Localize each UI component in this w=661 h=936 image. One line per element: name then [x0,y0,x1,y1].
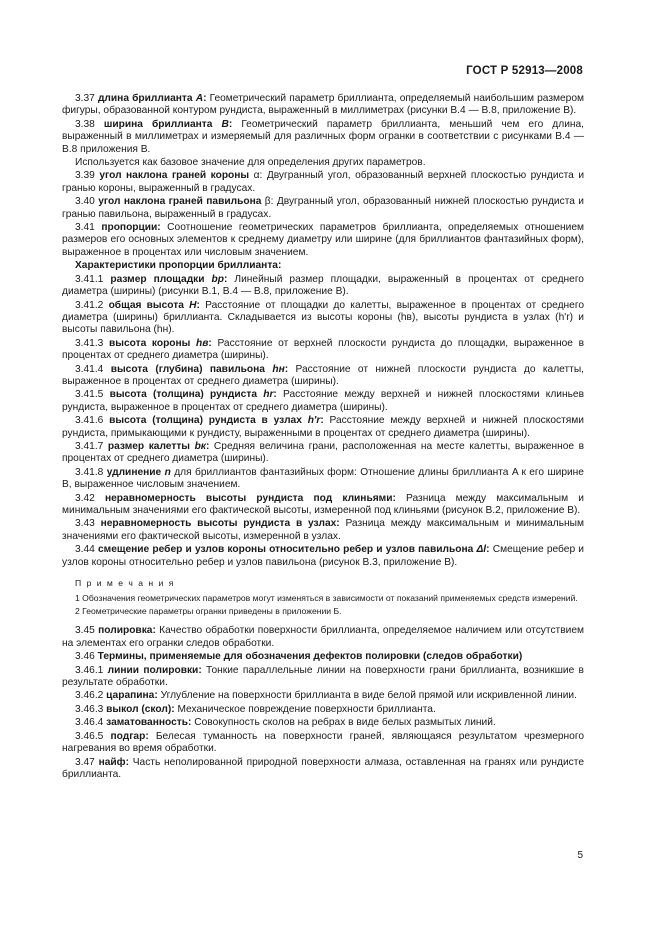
definition-text: Разница между максимальным и минимальным значениями его фактической высоты, измеренной в узлах. [62,518,584,542]
definition-paragraph [62,415,584,440]
definition-paragraph [62,389,584,414]
term-symbol: bк [194,440,206,452]
definition-text: Геометрический параметр бриллианта, меньший чем его длина, выраженный в миллиметрах и измеряемый для различных форм огранки в соответствии с рисунками В.4 — В.8 приложения В. [62,118,585,155]
clause-number: 3.41 [75,222,95,234]
definition-paragraph [62,704,584,716]
polishing-section [62,625,584,781]
clause-number: 3.40 [75,196,95,208]
term: ширина бриллианта [103,118,213,130]
term-symbol: hн [272,363,285,375]
term-symbol: Δl [476,544,487,556]
term: найф: [98,756,129,768]
clause-number: 3.45 [75,625,95,637]
document-header: ГОСТ Р 52913—2008 [466,65,583,77]
definition-text: Расстояние между верхней и нижней плоскостями рундиста, примыкающими к рундисту, выраженными в процентах от среднего диаметра (ширины). [62,415,584,439]
definition-paragraph [62,757,584,782]
definition-paragraph [62,157,584,169]
definition-text: Смещение ребер и узлов короны относительно ребер и узлов павильона (рисунок В.3, приложение В). [62,544,584,568]
term: размер калетты [107,440,191,452]
definition-text: Используется как базовое значение для определения других параметров. [75,157,426,169]
term: смещение ребер и узлов короны относительно ребер и узлов павильона [98,544,474,556]
term: угол наклона граней павильона [98,196,262,208]
page-number: 5 [577,850,583,861]
definition-paragraph [62,518,584,543]
definition-text: α: Двугранный угол, образованный верхней плоскостью рундиста и гранью короны, выраженный в градусах. [62,170,585,194]
clause-number: 3.42 [75,492,95,504]
definition-paragraph [62,93,584,118]
clause-number: 3.41.2 [75,299,104,311]
definition-paragraph [62,260,584,272]
definition-paragraph [62,544,584,569]
clause-number: 3.39 [75,170,95,182]
definition-paragraph [62,717,584,729]
definition-paragraph [62,651,584,663]
clause-number: 3.41.6 [75,415,104,427]
clause-number: 3.41.5 [75,389,104,401]
term: подгар: [110,730,149,742]
term: длина бриллианта [97,93,193,104]
term-symbol: H [189,299,197,311]
definition-text: Белесая туманность на поверхности граней, являющаяся результатом чрезмерного нагревания во время обработки. [62,730,584,755]
term-colon: : [208,337,212,349]
definition-paragraph [62,731,584,756]
term: царапина: [106,690,158,702]
definition-paragraph [62,170,584,195]
term: неравномерность высоты рундиста в узлах: [100,518,340,530]
definition-paragraph [62,196,584,221]
clause-number: 3.41.4 [75,363,104,375]
definition-text: Разница между максимальным и минимальным значениями его фактической высоты, измеренной под клиньями (рисунок В.2, приложение В). [62,492,584,516]
definition-text: Геометрический параметр бриллианта, определяемый наибольшим размером фигуры, образованной контуром рундиста, выраженный в миллиметрах (рисунки В.4 — В.8, приложение В). [62,93,584,117]
definition-paragraph [62,274,584,299]
term: Характеристики пропорции бриллианта: [75,260,282,272]
term: заматованность: [106,717,192,729]
document-body [62,92,584,781]
clause-number: 3.46.1 [75,664,104,676]
term: высота (толщина) рундиста в узлах [109,415,302,427]
term-colon: : [284,363,289,375]
term-colon: : [486,544,490,556]
definition-text: Средняя величина грани, расположенная на месте калетты, выраженное в процентах от среднего диаметра (ширины). [62,440,584,465]
term-symbol: A [195,93,204,104]
term: выкол (скол): [106,703,175,715]
definition-text: Качество обработки поверхности бриллианта, определяемое наличием или отсутствием на элементах его огранки следов обработки. [62,625,584,649]
definition-text: β: Двугранный угол, образованный нижней плоскостью рундиста и гранью павильона, выраженный в градусах. [62,196,584,220]
definition-text: Механическое повреждение поверхности бриллианта. [174,703,436,715]
note-item: 1 Обозначения геометрических параметров могут изменяться в зависимости от показаний применяемых средств измерений. [75,593,578,604]
clause-number: 3.41.8 [75,466,104,478]
term: общая высота [108,299,184,311]
clause-number: 3.46 [75,651,95,663]
term: линии полировки: [107,664,202,676]
term-symbol: bp [211,273,224,285]
clause-number: 3.41.3 [75,337,104,349]
term: удлинение [106,466,162,478]
definition-paragraph [62,300,584,337]
term-colon: : [273,389,277,401]
term: высота короны [108,337,191,349]
clause-number: 3.46.5 [75,730,104,742]
notes-block [62,577,584,617]
notes-title: П р и м е ч а н и я [75,578,175,589]
term-symbol: B [221,118,229,130]
definition-text: Расстояние между верхней и нижней плоскостями клиньев рундиста, выраженное в процентах от среднего диаметра (ширины). [62,389,584,413]
definition-paragraph [62,222,584,259]
definition-paragraph [62,441,584,466]
term-symbol: n [164,466,171,478]
definition-text: Соотношение геометрических параметров бриллианта, определяемых отношением размеров его основных элементов к среднему диаметру или ширине (для бриллиантов фантазийных форм), выраженное в процентах или числовым значением. [62,222,584,258]
clause-number: 3.37 [75,93,95,104]
clause-number: 3.41.7 [75,440,104,452]
definition-paragraph [62,467,584,492]
clause-number: 3.43 [75,518,95,530]
definition-text: Совокупность сколов на ребрах в виде белых размытых линий. [191,717,496,729]
term: размер площадки [110,273,205,285]
clause-number: 3.46.2 [75,690,104,702]
term: полировка: [98,625,156,637]
clause-number: 3.46.3 [75,703,104,715]
definition-paragraph [62,364,584,389]
definition-paragraph [62,493,584,518]
term: угол наклона граней короны [99,170,250,182]
term-colon: : [320,415,324,427]
clause-number: 3.38 [75,118,95,130]
term-colon: : [205,440,210,452]
term-colon: : [203,93,207,104]
clause-number: 3.47 [75,756,95,768]
term-symbol: hr [263,389,274,401]
definition-paragraph [62,338,584,363]
term-colon: : [196,299,200,311]
term: высота (толщина) рундиста [109,389,257,401]
definition-paragraph [62,119,584,156]
clause-number: 3.44 [75,544,95,556]
term: высота (глубина) павильона [110,363,265,375]
definition-text: Углубление на поверхности бриллианта в виде белой прямой или искривленной линии. [157,690,577,702]
term-colon: : [224,273,228,285]
term-colon: : [228,118,233,130]
term: пропорции: [101,222,161,234]
definition-text: Расстояние от верхней плоскости рундиста до площадки, выраженное в процентах от среднего диаметра (ширины). [62,337,584,362]
term-symbol: hв [196,337,209,349]
definition-paragraph [62,665,584,690]
clause-number: 3.41.1 [75,273,104,285]
definition-text: Линейный размер площадки, выраженный в процентах от среднего диаметра (ширины) (рисунки В.1, В.4 — В.8, приложение В). [62,273,584,298]
definition-paragraph [62,625,584,650]
definition-text: Тонкие параллельные линии на поверхности грани бриллианта, возникшие в результате обработки. [62,664,584,689]
definitions-section [62,93,584,569]
definition-paragraph [62,690,584,702]
note-item: 2 Геометрические параметры огранки приведены в приложении Б. [75,606,342,617]
clause-number: 3.46.4 [75,717,104,729]
definition-text: Часть неполированной природной поверхности алмаза, оставленная на гранях или рундисте бриллианта. [62,756,584,780]
definition-text: для бриллиантов фантазийных форм: Отношение длины бриллианта A к его ширине B, выраженное числовым значением. [62,466,584,491]
definition-text: Расстояние от нижней плоскости рундиста до калетты, выраженное в процентах от среднего диаметра (ширины). [62,363,584,387]
term-symbol: h'r [307,415,321,427]
term: неравномерность высоты рундиста под клиньями: [104,492,396,504]
term: Термины, применяемые для обозначения дефектов полировки (следов обработки) [97,651,523,663]
definition-text: Расстояние от площадки до калетты, выраженное в процентах от среднего диаметра (ширины) бриллианта. Складывается из высоты короны (hв), высоты рундиста в узлах (h'r) и высоты павильона (hн). [62,299,584,336]
